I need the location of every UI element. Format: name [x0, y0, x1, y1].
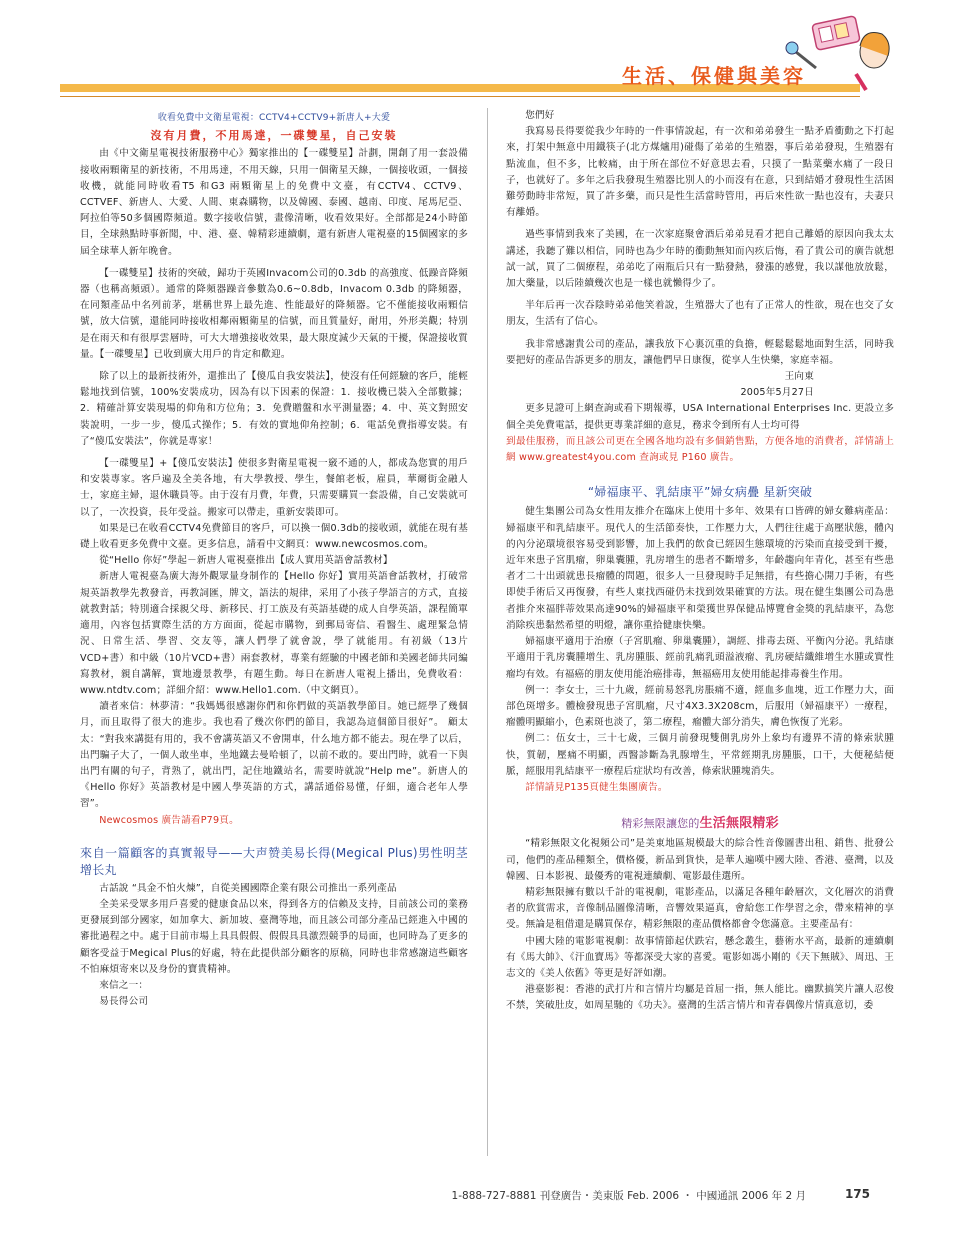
paragraph: 例二：伍女士，三十七歲，三個月前發現雙側乳房外上象均有邊界不清的條索狀腫快，質韌，壓痛不明顯，西醫診斷為乳腺增生，平常經期乳房腫脹，口干，大便秘結便脈，經服用乳結康平一療程后症狀均有改善，條索狀腫塊消失。	[506, 733, 894, 777]
ad-reference: 到最佳服務，而且該公司更在全國各地均設有多個銷售點，方便各地的消費者，詳情請上網 www.greatest4you.com 查詢或見 P160 廣告。	[506, 435, 894, 464]
paragraph: 我非常感謝貴公司的產品，讓我放下心裏沉重的負擔，輕鬆鬆鬆地面對生活，同時我要把好的產品告訴更多的朋友，讓他們早日康復，從享人生快樂，家庭幸福。	[506, 338, 894, 366]
ad-reference: 詳情請見P135頁健生集團廣告。	[525, 781, 668, 793]
article-heading: “婦福康平、乳結康平”婦女病疊 星新突破	[587, 485, 813, 500]
paragraph: 過些事情到我來了美國，在一次家庭聚會酒后弟弟見看才把自己離婚的原因向我太太講述，我聽了難以相信，同時也為少年時的衝動無知而內疚后悔，看了貴公司的廣告就想試一試，買了二個療程，弟弟吃了兩瓶后只有一點發熱，發漲的感覺，我以謀他放放鬆，加大藥量，以后陸續幾次也是一樣也就懶得少了。	[506, 229, 894, 290]
paragraph: 來信之一：	[99, 979, 149, 991]
paragraph: 【一碟雙星】技術的突破，歸功于英國Invacom公司的0.3db 的高強度、低躁音降頻器（也稱高頻頭）。通常的降頻器躁音參數為0.6~0.8db，Invacom 0.3db 的降頻器，在同類產品中名列前茅，堪稱世界上最先進、性能最好的降頻器。它不僅能接收兩顆信號，放大信號，還能同時接收相鄰兩顆衛星的信號，而且質量好，耐用，外形美觀；特別是在雨天和有很厚雲層時，可大大增強接收效果，最大限度減少天氣的干擾，保證接收質量。【一碟雙星】已收到廣大用戶的肯定和歡迎。	[80, 267, 468, 360]
makeup-illustration-icon	[756, 12, 896, 92]
paragraph: 例一：李女士，三十九歲，經前易怒乳房脹痛不適，經血多血塊，近工作壓力大，面部色斑增多。體檢發現患子宮肌瘤，尺寸4X3.3X208cm，后服用（婦福康平）一療程，瘤體明顯縮小，色素斑也淡了，第二療程，瘤體大部分消失，膚色恢復了光彩。	[506, 684, 894, 729]
heading-part: 精彩無限讓您的	[621, 817, 700, 831]
paragraph: 除了以上的最新技術外，還推出了【傻瓜自我安裝法】，使沒有任何經驗的客戶，能輕鬆地找到信號，100%安裝成功，因為有以下因素的保證：1．接收機已裝入全部數據；2．精確計算安裝現場的仰角和方位角；3．免費贈盤和水平測量器；4．中、英文對照安裝說明，一步一步，傻瓜式操作；5．有效的實地仰角控制；6．電話免費指導安裝。有了“傻瓜安裝法”，你就是專家！	[80, 371, 468, 447]
tv-subhead: 收看免費中文衛星電視：CCTV4+CCTV9+新唐人+大愛	[157, 113, 391, 123]
page-number: 175	[844, 1187, 870, 1201]
paragraph: 您們好	[525, 110, 555, 121]
right-column	[506, 108, 894, 1015]
paragraph: 精彩無限擁有數以千計的電視劇，電影產品，以滿足各種年齡層次，文化層次的消費者的欣賞需求，音像制品圖像清晰，音響效果逼真，會給您工作學習之余，帶來精神的享受。無論是租借還是購買保存，精彩無限的產品價格都會令您滿意。主要產品有：	[506, 886, 894, 931]
page-footer	[0, 1188, 956, 1204]
heading-highlight: 生活無限精彩	[699, 816, 779, 832]
article-heading	[506, 816, 894, 832]
paragraph: 【一碟雙星】+【傻瓜安裝法】使很多對衛星電視一竅不通的人，都成為您實的用戶和安裝專家。客戶遍及全美各地，有大學教授、學生，餐館老板，雇員，華爾街金融人士，家庭主婦，退休職員等。由于沒有月費，年費，只需要購買一套設備，自己安裝就可以了，一次投資，長年受益。搬家可以帶走，重新安裝即可。	[80, 458, 468, 518]
paragraph: 由《中文衛星電視技術服務中心》獨家推出的【一碟雙星】計劃，開創了用一套設備接收兩顆衛星的新技術，不用馬達，不用天線，只用一個衛星天線，一個接收頭，一個接收機，就能同時收看T5 和G3 兩顆衛星上的免費中文臺，有CCTV4、CCTV9、CCTVEF、新唐人、大愛、人間、東森購物，以及韓國、泰國、越南、印度、尾馬尼亞、阿拉伯等50多個國際頻道。數字接收信號，畫像清晰，收看效果好。全部都是24小時節目，全球熱點時事新聞，中、港、臺、韓精彩連續劇，還有新唐人電視臺的15個國家的多屆全球華人新年晚會。	[80, 148, 468, 257]
paragraph: 港臺影視：香港的武打片和言情片均屬是首屈一指，無人能比。幽默搞笑片讓人忍俊不禁，笑破肚皮，如周星馳的《功夫》。臺灣的生活言情片和青春偶像片情真意切，委	[506, 984, 894, 1012]
paragraph: 全美采受眾多用戶喜愛的健康食品以來，得到各方的信賴及支持，目前該公司的業務更發展到部分國家，如加拿大、新加坡、臺灣等地，而且該公司部分產品已經進入中國的審批過程之中。處于目前市場上具具假假、假假具具激烈競爭的局面，也同時為了更多的顧客受益于Megical Plus的好處，特在此提供部分顧客的原稿，同時也非常感謝這些顧客不怕麻煩寄來以及身份的寶貴精神。	[80, 898, 468, 975]
page-header	[0, 0, 956, 110]
left-column	[80, 108, 468, 1010]
letter-signature: 王向東	[784, 371, 814, 383]
paragraph: 從“Hello 你好”學起－新唐人電視臺推出【成人實用英語會話教材】	[99, 555, 393, 567]
paragraph: 我寫易長得要從我少年時的一件事情說起，有一次和弟弟發生一點矛盾衝動之下打起來，打架中無意中用鐵筷子(北方煤爐用)碰傷了弟弟的生殖器，事后弟弟發現，生殖器有點流血，但不多，比較痛，由于所在部位不好意思去看，只摸了一點菜藥水痛了一段日子，也就好了。多年之后我發現生殖器比別人的小而沒有在意，只到結婚才發現性生活困難勞動時非常短，買了許多藥，而只是性生活當時管用，再后來性欲一點也沒有，夫妻只有離婚。	[506, 126, 894, 219]
paragraph: 讀者來信：林夢清：“我媽媽很感謝你們和你們做的英語教學節目。她已經學了幾個月，而且取得了很大的進步。我也看了幾次你們的節目，我認為這個節目很好”。 顧太太：“對我來講挺有用的，我不會講英語又不會開車，什么地方都不能去。現在學了以后，出門騙子大了，一個人敢坐車，坐地鐵去曼哈頓了，以前不敢的。要出門時，就看一下與出門有關的句子，背熟了，就出門，記住地鐵站名，需要時就說“Help me”。新唐人的《Hello 你好》英語教材是中國人學英語的方式，講話通俗易懂，仔細，適合老年人學習”。	[80, 701, 468, 810]
letter-date: 2005年5月27日	[740, 387, 814, 399]
section-title: 生活、保健與美容	[622, 64, 806, 88]
paragraph: 更多見證可上網查詢或看下期報導，USA International Enterprises Inc. 更設立多個全美免費電話，提供更專業詳細的意見，務求令到所有人士均可得	[506, 403, 894, 431]
paragraph: “精彩無限文化視頻公司”是美東地區規模最大的綜合性音像圖書出租、銷售、批發公司，他們的產品種類全，價格優，新品到貨快，是華人遍嘆中國大陸、香港、臺灣，以及韓國、日本影視、最優秀的電視連續劇、電影最佳選所。	[506, 838, 894, 882]
tv-slogan: 沒有月費，不用馬達，一碟雙星，自己安裝	[150, 129, 398, 143]
column-divider	[487, 108, 488, 1156]
paragraph: 新唐人電視臺為廣大海外觀眾量身制作的【Hello 你好】實用英語會話教材，打破常規英語教學先教發音，再教詞匯，牌文，語法的規律，采用了小孩子學語言的方式，直接就教對話；特別適合採親父母、新移民、打工族及有英語基礎的成人自學英語，課程簡單適用，內容包括實際生活的方方面面，從起市購物，到郵局寄信、看醫生、處理緊急情況、日常生活、學習、交友等，讓人們學了就會說，學了就能用。有初級（13片VCD+書）和中級（10片VCD+書）兩套教材，專業有經驗的中國老師和美國老師共同編寫教材，親自講解，實地邊景教學，有題生動。每日在新唐人電視上播出，免費收看：www.ntdtv.com；詳細介紹：www.Hello1.com.（中文網頁）。	[80, 571, 468, 696]
footer-text: 1-888-727-8881 刊登廣告・美東版 Feb. 2006 ・ 中國通訊 2006 年 2 月	[451, 1190, 806, 1202]
paragraph: 中國大陸的電影電視劇：故事情節起伏跌宕，懸念叢生，藝術水平高，最新的連續劇有《馬大帥》、《汗血寶馬》等都深受大家的喜愛。電影如馮小剛的《天下無賊》、周迅、王志文的《美人依舊》等更是好評如潮。	[506, 935, 894, 979]
ad-reference: Newcosmos 廣告請看P79頁。	[99, 814, 239, 826]
paragraph: 婦福康平適用于治療（子宮肌瘤、卵巢囊腫），調經、排毒去斑、平衡內分泌。乳結康平適用于乳房囊腫增生、乳房腫脹、經前乳痛乳頭溢液瘤、乳房硬結纖維增生水腫或實性瘤均有效。有福癌的朋友使用能治癌排毒，無福癌用友使用能起排毒養生作用。	[506, 636, 894, 680]
article-heading: 來自一篇顧客的真實報导——大声赞美易长得(Megical Plus)男性明茎增长丸	[80, 845, 468, 877]
paragraph: 易長得公司	[99, 996, 149, 1008]
paragraph: 健生集團公司為女性用友推介在臨床上使用十多年、效果有口皆碑的婦女難病產品：婦福康平和乳結康平。現代人的生活節奏快，工作壓力大，人們往往處于高壓狀態，體內的內分泌環境很容易受到影響，加上我們的飲食已經因生態環境的污染而直接受到干擾，近年來患子宮肌瘤，卵巢囊腫，乳房增生的患者不斷增多，年齡趨向年青化，甚至有些患者才二十出頭就患長瘤體的問題，很多人一旦發現時手足無措，有些擔心開刀手術，有些即使手術后又再復發，有些人東找西碰仍未找到效果確實的方法。現在健生集團公司為患者推介來福胖蒂效果高達90%的婦福康平和榮獲世界保健品博覽會金獎的乳結康平，為您消除疾患黏然希望的明燈，讓你重拾健康快樂。	[506, 506, 894, 631]
paragraph: 半年后再一次吞陰時弟弟他笑着說，生殖器大了也有了正常人的性欲，現在也交了女朋友，生活有了信心。	[506, 300, 894, 328]
paragraph: 如果是已在收看CCTV4免費節目的客戶，可以換一個0.3db的接收頭，就能在現有基礎上收看更多免費中文臺。更多信息，請看中文網頁：www.newcosmos.com。	[80, 522, 468, 551]
paragraph: 古話說 “具金不怕火煉”，自從美國國際企業有限公司推出一系列產品	[99, 882, 397, 894]
header-rule	[60, 96, 860, 97]
